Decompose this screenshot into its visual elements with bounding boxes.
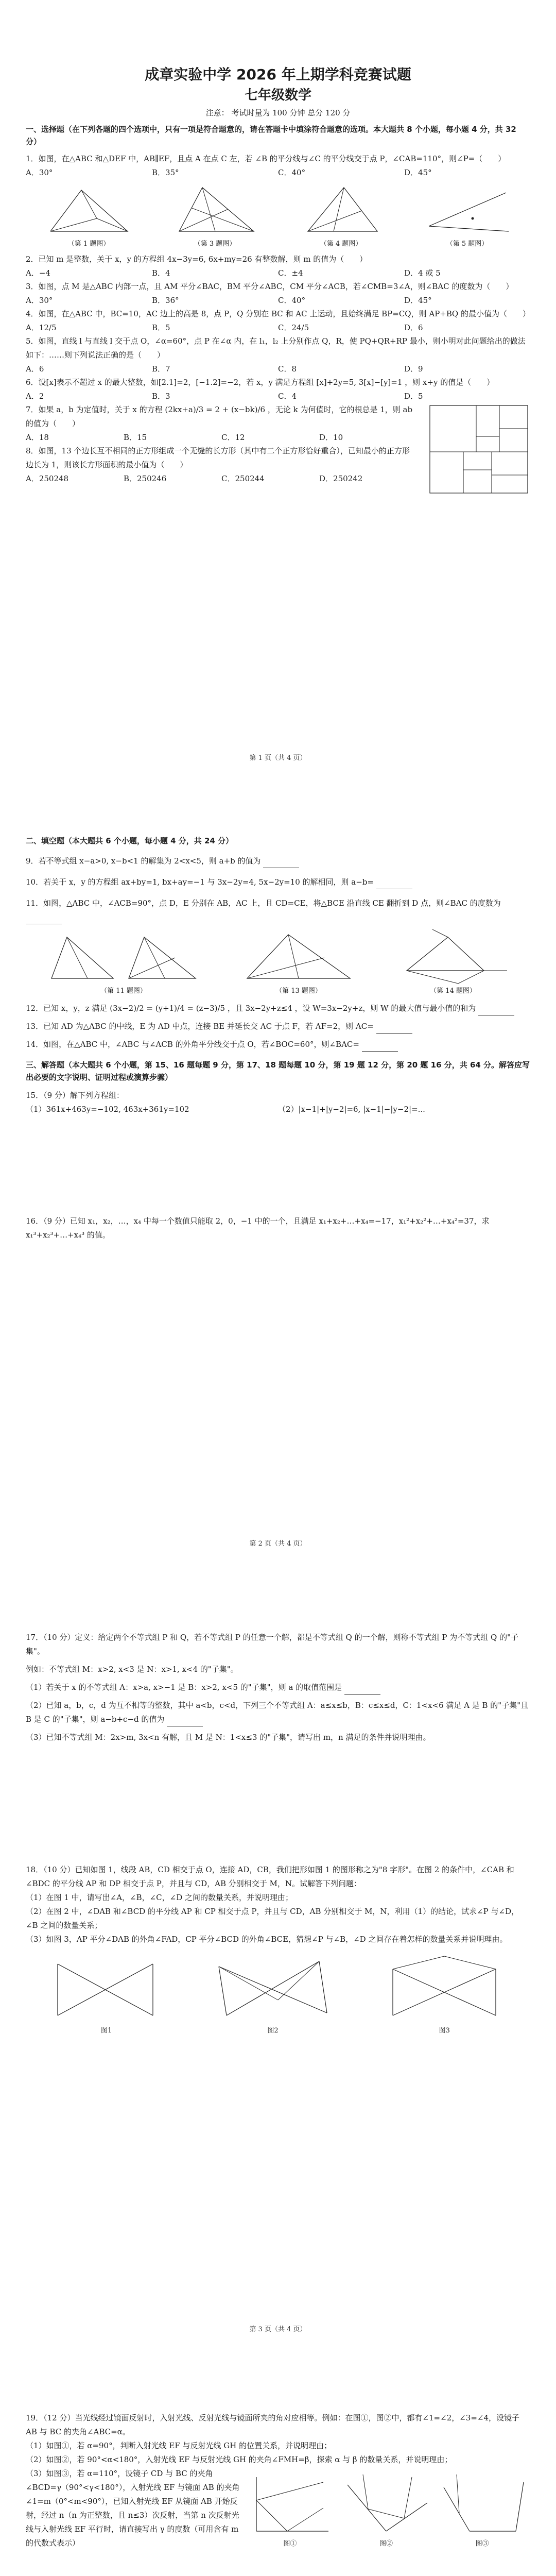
question-6: 6．设[x]表示不超过 x 的最大整数，如[2.1]=2，[−1.2]=−2，若 x，y 满足方程组 [x]+2y=5, 3[x]−[y]=1 ，则 x+y 的值是（ ） bbox=[26, 378, 495, 387]
figure-18-1 bbox=[50, 1954, 163, 2036]
figure-caption: （第 4 题图） bbox=[320, 240, 362, 248]
question-14-text: 14．如图，在△ABC 中，∠ABC 与∠ACB 的外角平分线交于点 O，若∠BOC=60°，则∠BAC= bbox=[26, 1040, 359, 1049]
question-19: 19．（12 分）当光线经过镜面反射时，入射光线、反射光线与镜面所夹的角对应相等。例如：在图①，图②中，都有∠1=∠2，∠3=∠4，设镜子 AB 与 BC 的夹角∠ABC=α。 bbox=[26, 2413, 520, 2436]
fold-figure bbox=[46, 929, 201, 986]
question-5-options bbox=[26, 362, 530, 376]
question-6-options bbox=[26, 389, 530, 403]
option-a[interactable]: A．18 bbox=[26, 433, 49, 442]
figure-q11 bbox=[46, 929, 201, 996]
question-9-text: 9．若不等式组 x−a>0, x−b<1 的解集为 2<x<5，则 a+b 的值为 bbox=[26, 856, 261, 866]
option-a[interactable]: A．6 bbox=[26, 364, 44, 374]
figure-q3 bbox=[171, 182, 259, 249]
question-7-options bbox=[26, 431, 417, 444]
option-b[interactable]: B．35° bbox=[152, 168, 179, 177]
question-17: 17．（10 分）定义：给定两个不等式组 P 和 Q，若不等式组 P 的任意一个解，都是不等式组 Q 的一个解，则称不等式组 P 为不等式组 Q 的"子集"。 bbox=[26, 1633, 518, 1656]
question-9 bbox=[26, 854, 530, 868]
question-5: 5．如图，直线 l 与直线 l 交于点 O，∠α=60°，点 P 在∠α 内，在 l₁，l₂ 上分别作点 Q，R，使 PQ+QR+RP 最小，则小明对此问题给出的做法如下：……则下列说法正确的是（ ） bbox=[26, 336, 526, 360]
question-10 bbox=[26, 875, 530, 889]
question-17-part-1 bbox=[26, 1681, 530, 1694]
option-b[interactable]: B．15 bbox=[124, 433, 147, 442]
page-3 bbox=[0, 1574, 556, 2360]
question-7: 7．如果 a，b 为定值时，关于 x 的方程 (2kx+a)/3 = 2 + (x−bk)/6 ，无论 k 为何值时，它的根总是 1，则 ab 的值为（ ） bbox=[26, 405, 413, 428]
page-3-content bbox=[26, 1631, 530, 2037]
option-a[interactable]: A．12/5 bbox=[26, 323, 57, 332]
option-b[interactable]: B．250246 bbox=[124, 474, 167, 483]
figure-row-3 bbox=[26, 1954, 530, 2036]
option-d[interactable]: D．4 或 5 bbox=[404, 268, 441, 278]
page-4 bbox=[0, 2360, 556, 2576]
question-4: 4．如图，在△ABC 中，BC=10，AC 边上的高是 8，点 P，Q 分别在 BC 和 AC 上运动，且始终满足 BP=CQ，则 AP+BQ 的最小值为（ ） bbox=[26, 309, 530, 318]
option-c[interactable]: C．24/5 bbox=[278, 323, 309, 332]
question-3-options bbox=[26, 294, 530, 307]
option-d[interactable]: D．5 bbox=[404, 392, 423, 401]
exam-notice: 注意： 考试时量为 100 分钟 总分 120 分 bbox=[205, 108, 351, 117]
option-d[interactable]: D．9 bbox=[404, 364, 423, 374]
option-a[interactable]: A．30° bbox=[26, 168, 53, 177]
question-8-options bbox=[26, 472, 417, 485]
question-17-part-2-text: （2）已知 a，b，c，d 为互不相等的整数，其中 a<b，c<d，下列三个不等式组 A：a≤x≤b，B：c≤x≤d，C：1<x<6 满足 A 是 B 的"子集"且 B 是 C 的"子集"，则 a−b+c−d 的值为 bbox=[26, 1701, 529, 1724]
figure-19-2 bbox=[342, 2472, 430, 2549]
option-c[interactable]: C．250244 bbox=[221, 474, 265, 483]
figure-caption: （第 13 题图） bbox=[275, 987, 322, 995]
figure-caption: （第 11 题图） bbox=[100, 987, 147, 995]
page-1 bbox=[0, 0, 556, 788]
triangle-figure bbox=[45, 182, 133, 239]
question-11-text: 11．如图，△ABC 中，∠ACB=90°，点 D，E 分别在 AB，AC 上，且 CD=CE，将△BCE 沿直线 CE 翻折到 D 点，则∠BAC 的度数为 bbox=[26, 899, 501, 908]
option-a[interactable]: A．2 bbox=[26, 392, 44, 401]
figure-q13 bbox=[242, 929, 355, 996]
answer-blank[interactable] bbox=[167, 1718, 203, 1726]
page-4-content bbox=[26, 2411, 530, 2576]
angle-figure bbox=[424, 182, 511, 239]
question-1-options bbox=[26, 166, 530, 179]
figure-caption: 图3 bbox=[439, 2027, 450, 2035]
question-19-part-1: （1）如图①，若 α=90°，判断入射光线 EF 与反射光线 GH 的位置关系，并说明理由； bbox=[26, 2441, 332, 2450]
option-c[interactable]: C．±4 bbox=[278, 268, 303, 278]
figure-row-4 bbox=[242, 2470, 530, 2549]
figure-18-3 bbox=[383, 1954, 506, 2036]
page-footer: 第 2 页（共 4 页） bbox=[249, 1540, 307, 1548]
figure-q5 bbox=[424, 182, 511, 249]
question-19-part-3-block bbox=[26, 2467, 530, 2550]
eight-shape-figure bbox=[50, 1954, 163, 2026]
question-1: 1．如图，在△ABC 和△DEF 中，AB∥EF，且点 A 在点 C 左，若 ∠B 的平分线与∠C 的平分线交于点 P，∠CAB=110°，则∠P=（ ） bbox=[26, 154, 506, 163]
section-1-heading: 一、选择题（在下列各题的四个选项中，只有一项是符合题意的，请在答题卡中填涂符合题意的选项。本大题共 8 个小题，每小题 4 分，共 32 分） bbox=[26, 125, 516, 146]
option-c[interactable]: C．40° bbox=[278, 296, 306, 305]
answer-blank[interactable] bbox=[362, 1043, 398, 1052]
section-3-heading: 三、解答题（本大题共 6 个小题，第 15、16 题每题 9 分，第 17、18 题每题 10 分，第 19 题 12 分，第 20 题 16 分，共 64 分。解答应写出必要的文字说明、证明过程或演算步骤） bbox=[26, 1060, 530, 1082]
question-19-part-2: （2）如图②，若 90°<α<180°，入射光线 EF 与反射光线 GH 的夹角∠FMH=β，探索 α 与 β 的数量关系，并说明理由； bbox=[26, 2455, 453, 2464]
answer-blank[interactable] bbox=[344, 1686, 380, 1694]
figure-caption: 图1 bbox=[101, 2027, 112, 2035]
median-figure bbox=[242, 929, 355, 986]
question-4-options bbox=[26, 321, 530, 334]
page-2-content bbox=[26, 835, 530, 1242]
answer-blank[interactable] bbox=[376, 880, 412, 889]
eight-shape-figure bbox=[383, 1954, 506, 2026]
figure-caption: （第 3 题图） bbox=[194, 240, 236, 248]
question-12-text: 12．已知 x，y，z 满足 (3x−2)/2 = (y+1)/4 = (z−3)/5 ，且 3x−2y+z≤4 ，设 W=3x−2y+z，则 W 的最大值与最小值的和为 bbox=[26, 1004, 476, 1013]
figure-caption: 图① bbox=[283, 2540, 297, 2548]
mirror-figure bbox=[342, 2472, 430, 2539]
option-b[interactable]: B．4 bbox=[152, 268, 170, 278]
figure-caption: （第 5 题图） bbox=[446, 240, 489, 248]
q7-q8-text bbox=[26, 403, 427, 496]
question-8: 8．如图，13 个边长互不相同的正方形组成一个无缝的长方形（其中有二个正方形恰好重合），已知最小的正方形边长为 1，则该长方形面积的最小值为（ ） bbox=[26, 446, 410, 469]
question-15: 15．（9 分）解下列方程组： bbox=[26, 1091, 124, 1100]
figure-row-2 bbox=[26, 929, 530, 996]
section-2-heading: 二、填空题（本大题共 6 个小题，每小题 4 分，共 24 分） bbox=[26, 836, 234, 845]
question-11 bbox=[26, 896, 530, 924]
figure-caption: （第 14 题图） bbox=[430, 987, 476, 995]
figure-caption: 图2 bbox=[267, 2027, 279, 2035]
eight-shape-figure bbox=[211, 1954, 335, 2026]
mirror-figure bbox=[439, 2472, 526, 2539]
option-d[interactable]: D．10 bbox=[319, 433, 343, 442]
question-16: 16．（9 分）已知 x₁，x₂，…，x₄ 中每一个数值只能取 2，0，−1 中的一个，且满足 x₁+x₂+…+x₄=−17，x₁²+x₂²+…+x₄²=37，求 x₁³+x₂³+…+x₄³ 的值。 bbox=[26, 1216, 490, 1240]
option-d[interactable]: D．250242 bbox=[319, 474, 363, 483]
option-d[interactable]: D．6 bbox=[404, 323, 423, 332]
answer-blank[interactable] bbox=[478, 1007, 514, 1015]
question-2-options bbox=[26, 266, 530, 280]
question-15-part-2: （2）|x−1|+|y−2|=6, |x−1|−|y−2|=... bbox=[278, 1105, 425, 1114]
question-3: 3．如图，点 M 是△ABC 内部一点，且 AM 平分∠BAC，BM 平分∠ABC，CM 平分∠ACB，若∠CMB=3∠A，则∠BAC 的度数为（ ） bbox=[26, 282, 514, 291]
question-15-parts bbox=[26, 1103, 530, 1116]
squares-rectangle-figure bbox=[427, 403, 530, 496]
question-15-part-1: （1）361x+463y=−102, 463x+361y=102 bbox=[26, 1105, 189, 1114]
triangle-figure bbox=[298, 182, 385, 239]
question-14 bbox=[26, 1038, 530, 1052]
question-18-part-2: （2）在图 2 中，∠DAB 和∠BCD 的平分线 AP 和 CP 相交于点 P，并且与 CD，AB 分别相交于 M，N，利用（1）的结论，试求∠P 与∠D，∠B 之间的数量关系； bbox=[26, 1907, 519, 1930]
page-2 bbox=[0, 788, 556, 1574]
figure-18-2 bbox=[211, 1954, 335, 2036]
option-b[interactable]: B．7 bbox=[152, 364, 170, 374]
exam-title: 成章实验中学 2026 年上期学科竞赛试题 bbox=[145, 66, 411, 83]
exam-subtitle: 七年级数学 bbox=[244, 88, 311, 103]
option-b[interactable]: B．3 bbox=[152, 392, 170, 401]
question-18: 18．（10 分）已知如图 1，线段 AB，CD 相交于点 O，连接 AD，CB，我们把形如图 1 的图形称之为"8 字形"。在图 2 的条件中，∠CAB 和∠BDC 的平分线 AP 和 DP 相交于点 P，并且与 CD，AB 分别相交于 M，N。试解答下列问题： bbox=[26, 1865, 514, 1888]
question-17-part-3: （3）已知不等式组 M：2x>m, 3x<n 有解，且 M 是 N：1<x≤3 的"子集"，请写出 m，n 满足的条件并说明理由。 bbox=[26, 1733, 431, 1742]
option-b[interactable]: B．36° bbox=[152, 296, 179, 305]
option-c[interactable]: C．40° bbox=[278, 168, 306, 177]
figure-caption: 图③ bbox=[475, 2540, 489, 2548]
option-c[interactable]: C．12 bbox=[221, 433, 245, 442]
option-c[interactable]: C．8 bbox=[278, 364, 297, 374]
answer-blank[interactable] bbox=[376, 1025, 412, 1033]
figure-q4 bbox=[298, 182, 385, 249]
question-17-example: 例如：不等式组 M：x>2, x<3 是 N：x>1, x<4 的"子集"。 bbox=[26, 1665, 238, 1674]
question-17-part-1-text: （1）若关于 x 的不等式组 A：x>a, x>−1 是 B：x>2, x<5 的"子集"，则 a 的取值范围是 bbox=[26, 1683, 342, 1692]
option-b[interactable]: B．5 bbox=[152, 323, 170, 332]
triangle-figure bbox=[171, 182, 259, 239]
page-footer: 第 1 页（共 4 页） bbox=[249, 754, 307, 762]
q7-q8-block bbox=[26, 403, 530, 496]
question-18-part-1: （1）在图 1 中，请写出∠A，∠B，∠C，∠D 之间的数量关系，并说明理由； bbox=[26, 1893, 293, 1902]
mirror-figure bbox=[246, 2472, 334, 2539]
figure-caption: 图② bbox=[379, 2540, 393, 2548]
answer-blank[interactable] bbox=[26, 916, 62, 924]
answer-blank[interactable] bbox=[263, 859, 299, 868]
bisector-figure bbox=[396, 929, 510, 986]
option-d[interactable]: D．45° bbox=[404, 296, 432, 305]
page-1-content bbox=[26, 64, 530, 496]
question-19-part-3: （3）如图③，若 α=110°，设镜子 CD 与 BC 的夹角∠BCD=γ（90°<γ<180°），入射光线 EF 与镜面 AB 的夹角∠1=m（0°<m<90°），已知入射光线 EF 从镜面 AB 开始反射，经过 n（n 为正整数，且 n≤3）次反射，当第 n 次反射光线与入射光线 EF 平行时，请直接写出 γ 的度数（可用含有 m 的代数式表示） bbox=[26, 2469, 240, 2548]
figure-19-1 bbox=[246, 2472, 334, 2549]
option-a[interactable]: A．−4 bbox=[26, 268, 50, 278]
option-d[interactable]: D．45° bbox=[404, 168, 432, 177]
figure-row-1 bbox=[26, 182, 530, 249]
figure-q14 bbox=[396, 929, 510, 996]
question-17-part-2 bbox=[26, 1699, 530, 1726]
figure-19-3 bbox=[439, 2472, 526, 2549]
question-10-text: 10．若关于 x，y 的方程组 ax+by=1, bx+ay=−1 与 3x−2y=4, 5x−2y=10 的解相同，则 a−b= bbox=[26, 877, 374, 887]
question-13-text: 13．已知 AD 为△ABC 的中线，E 为 AD 中点，连接 BE 并延长交 AC 于点 F，若 AF=2，则 AC= bbox=[26, 1022, 374, 1031]
question-12 bbox=[26, 1002, 530, 1015]
figure-caption: （第 1 题图） bbox=[67, 240, 110, 248]
option-a[interactable]: A．30° bbox=[26, 296, 53, 305]
question-18-part-3: （3）如图 3，AP 平分∠DAB 的外角∠FAD，CP 平分∠BCD 的外角∠BCE，猜想∠P 与∠B，∠D 之间存在着怎样的数量关系并说明理由。 bbox=[26, 1935, 508, 1944]
question-13 bbox=[26, 1020, 530, 1033]
figure-q1 bbox=[45, 182, 133, 249]
option-a[interactable]: A．250248 bbox=[26, 474, 69, 483]
option-c[interactable]: C．4 bbox=[278, 392, 297, 401]
page-footer: 第 3 页（共 4 页） bbox=[249, 2326, 307, 2333]
question-2: 2．已知 m 是整数，关于 x，y 的方程组 4x−3y=6, 6x+my=26 有整数解，则 m 的值为（ ） bbox=[26, 255, 368, 264]
